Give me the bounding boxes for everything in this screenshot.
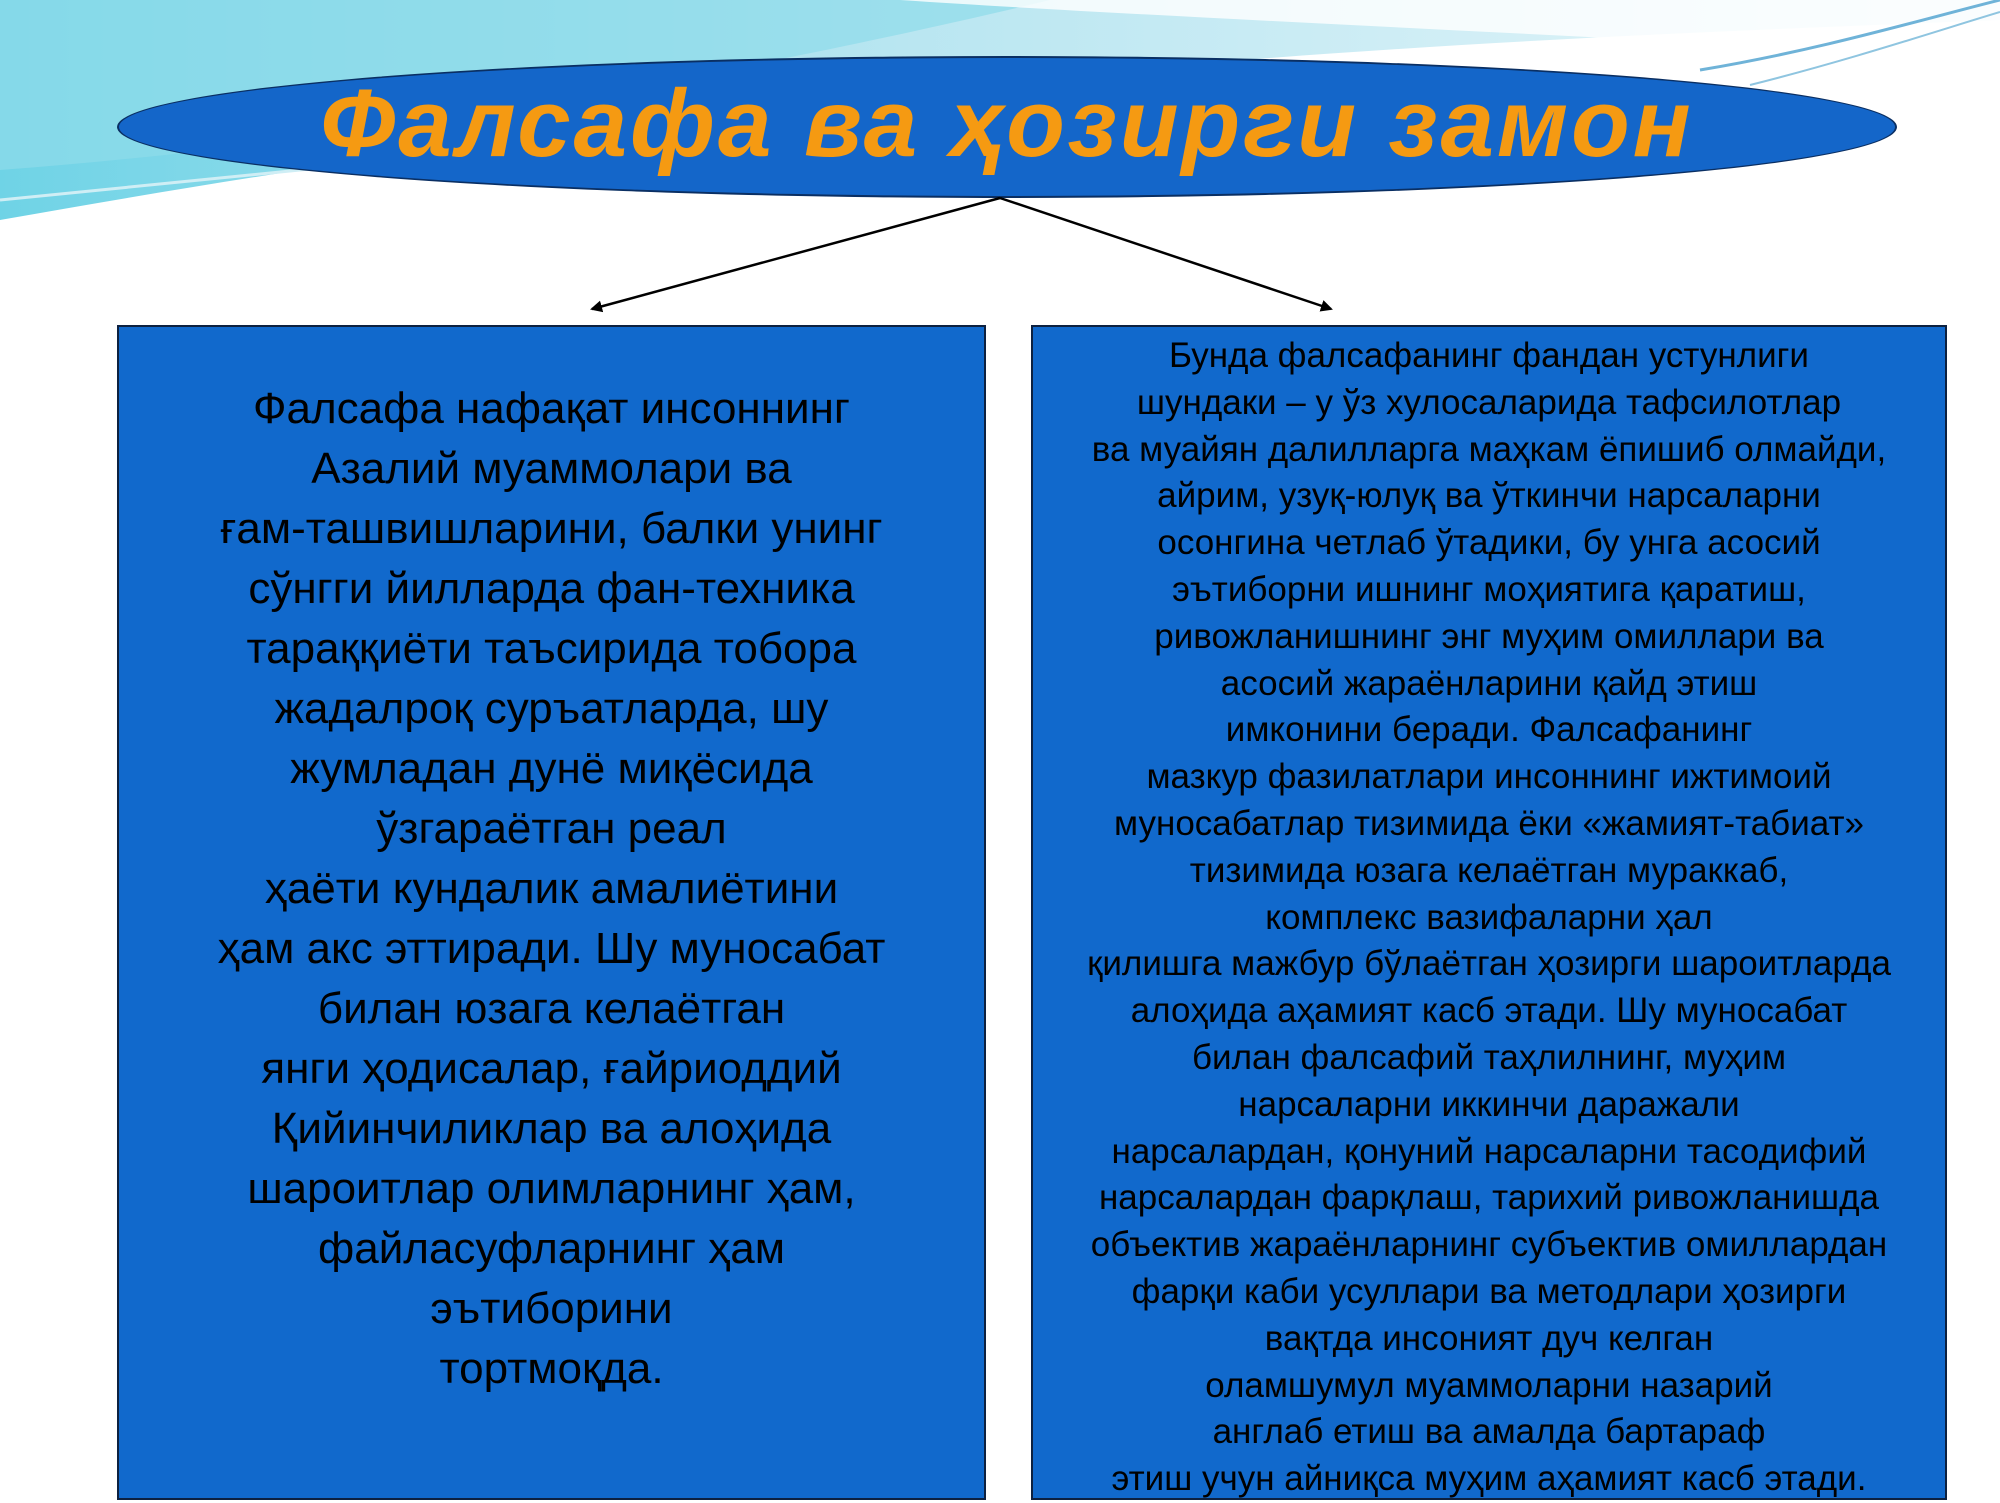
right-panel-line: муносабатлар тизимида ёки «жамият-табиат» xyxy=(1114,803,1864,843)
right-panel-line: оламшумул муаммоларни назарий xyxy=(1205,1365,1773,1405)
left-panel-line: тараққиёти таъсирида тобора xyxy=(246,624,857,673)
right-text-panel xyxy=(1031,325,1947,1500)
right-panel-line: имконини беради. Фалсафанинг xyxy=(1225,710,1753,750)
title-ellipse xyxy=(117,56,1897,198)
left-panel-line: Азалий муаммолари ва xyxy=(311,444,792,493)
left-panel-line: тортмоқда. xyxy=(439,1344,664,1393)
right-panel-line: Бунда фалсафанинг фандан устунлиги xyxy=(1169,336,1809,375)
left-panel-line: ҳаёти кундалик амалиётини xyxy=(264,864,839,913)
left-panel-line: эътиборини xyxy=(430,1284,673,1333)
left-text-panel xyxy=(117,325,986,1500)
right-panel-line: осонгина четлаб ўтадики, бу унга асосий xyxy=(1157,523,1821,563)
left-panel-line: жумладан дунё миқёсида xyxy=(290,744,813,793)
left-panel-line: ҳам акс эттиради. Шу муносабат xyxy=(217,924,886,973)
left-panel-line: шароитлар олимларнинг ҳам, xyxy=(247,1164,856,1213)
left-panel-line: янги ҳодисалар, ғайриоддий xyxy=(261,1044,842,1093)
right-panel-line: шундаки – у ўз хулосаларида тафсилотлар xyxy=(1136,382,1842,422)
left-panel-text xyxy=(119,379,984,1399)
left-panel-line: файласуфларнинг ҳам xyxy=(318,1224,785,1273)
right-panel-text xyxy=(1033,333,1945,1503)
right-panel-line: нарсаларни иккинчи даражали xyxy=(1238,1084,1740,1124)
right-panel-line: ва муайян далилларга маҳкам ёпишиб олмайди, xyxy=(1091,429,1887,469)
right-panel-line: объектив жараёнларнинг субъектив омиллардан xyxy=(1090,1225,1888,1265)
right-panel-line: эътиборни ишнинг моҳиятига қаратиш, xyxy=(1172,569,1806,609)
left-panel-line: Қийинчиликлар ва алоҳида xyxy=(271,1104,832,1153)
arrow-right xyxy=(1000,198,1331,309)
left-panel-line: ғам-ташвишларини, балки унинг xyxy=(220,504,883,553)
right-panel-line: этиш учун айниқса муҳим аҳамият касб этади. xyxy=(1111,1459,1867,1499)
right-panel-line: нарсалардан фарқлаш, тарихий ривожланишда xyxy=(1098,1178,1880,1218)
right-panel-line: тизимида юзага келаётган мураккаб, xyxy=(1189,850,1789,890)
right-panel-line: комплекс вазифаларни ҳал xyxy=(1265,897,1713,937)
right-panel-line: мазкур фазилатлари инсоннинг ижтимоий xyxy=(1146,757,1832,797)
page-title: Фалсафа ва ҳозирги замон xyxy=(320,70,1694,177)
left-panel-line: жадалроқ суръатларда, шу xyxy=(274,684,829,733)
arrow-left xyxy=(592,198,1000,309)
left-panel-line: сўнгги йилларда фан-техника xyxy=(248,564,855,613)
connector-arrows xyxy=(0,190,2000,330)
right-panel-line: нарсалардан, қонуний нарсаларни тасодифий xyxy=(1111,1131,1867,1171)
left-panel-line: ўзгараётган реал xyxy=(376,804,727,853)
right-panel-line: вақтда инсоният дуч келган xyxy=(1264,1318,1714,1358)
right-panel-line: англаб етиш ва амалда бартараф xyxy=(1212,1412,1766,1452)
right-panel-line: алоҳида аҳамият касб этади. Шу муносабат xyxy=(1130,991,1848,1031)
right-panel-line: фарқи каби усуллари ва методлари ҳозирги xyxy=(1131,1271,1847,1311)
right-panel-line: асосий жараёнларини қайд этиш xyxy=(1220,663,1758,703)
right-panel-line: билан фалсафий таҳлилнинг, муҳим xyxy=(1191,1037,1787,1077)
right-panel-line: айрим, узуқ-юлуқ ва ўткинчи нарсаларни xyxy=(1157,476,1821,516)
left-panel-line: билан юзага келаётган xyxy=(317,984,786,1033)
right-panel-line: қилишга мажбур бўлаётган ҳозирги шароитларда xyxy=(1087,944,1891,984)
right-panel-line: ривожланишнинг энг муҳим омиллари ва xyxy=(1154,616,1824,656)
left-panel-line: Фалсафа нафақат инсоннинг xyxy=(253,384,850,433)
